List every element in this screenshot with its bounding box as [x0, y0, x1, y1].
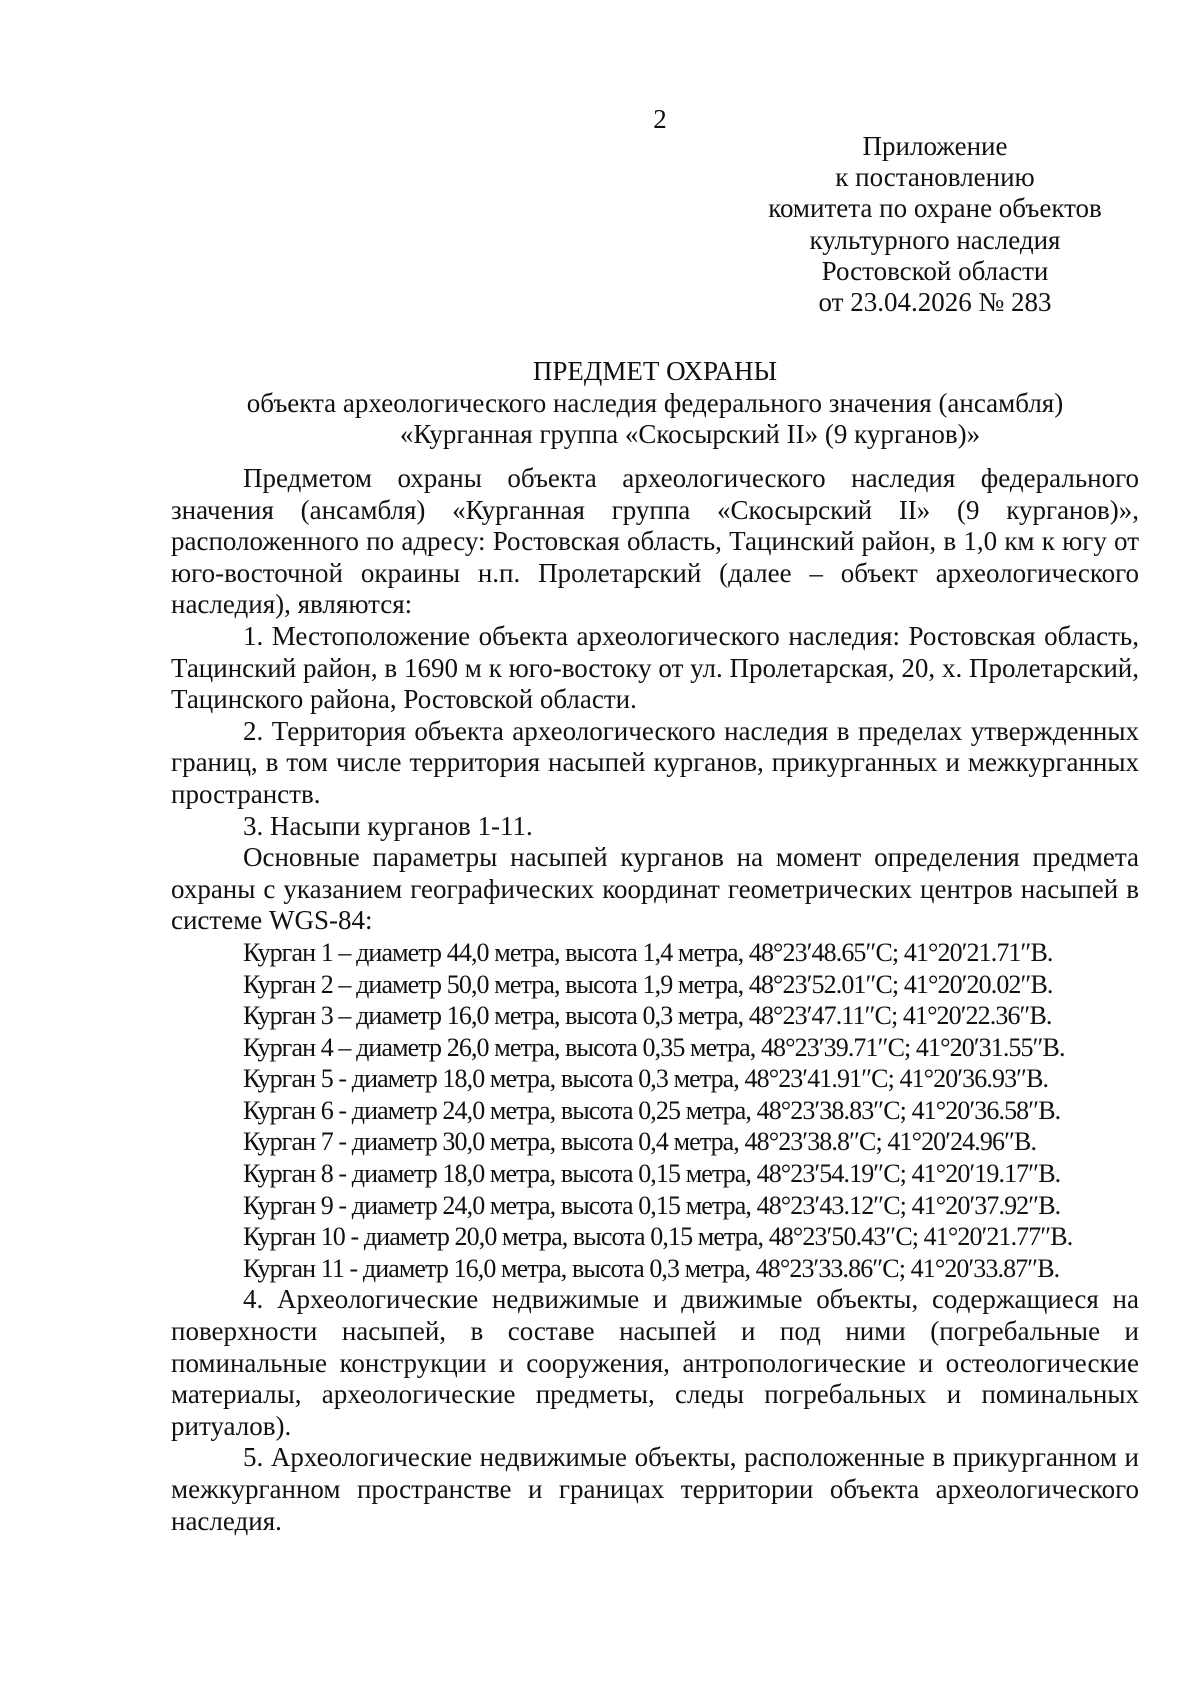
item-3-paragraph: 3. Насыпи курганов 1-11.	[243, 810, 533, 841]
document-subtitle: «Курганная группа «Скосырский II» (9 курганов)»	[399, 419, 981, 449]
appendix-line: к постановлению	[835, 162, 1035, 193]
params-intro-paragraph: Основные параметры насыпей курганов на момент определения предмета охраны с указанием географических координат геометрических центров насыпей в системе WGS-84:	[171, 842, 1139, 936]
kurgan-item: Курган 8 - диаметр 18,0 метра, высота 0,15 метра, 48°23′54.19″С; 41°20′19.17″В.	[243, 1159, 1061, 1189]
kurgan-item: Курган 5 - диаметр 18,0 метра, высота 0,3 метра, 48°23′41.91″С; 41°20′36.93″В.	[243, 1064, 1049, 1094]
kurgan-item: Курган 6 - диаметр 24,0 метра, высота 0,25 метра, 48°23′38.83″С; 41°20′36.58″В.	[243, 1095, 1061, 1125]
kurgan-item: Курган 7 - диаметр 30,0 метра, высота 0,4 метра, 48°23′38.8″С; 41°20′24.96″В.	[243, 1127, 1037, 1157]
item-5-paragraph: 5. Археологические недвижимые объекты, расположенные в прикурганном и межкурганном пространстве и границах территории объекта археологического наследия.	[171, 1442, 1139, 1536]
item-2-paragraph: 2. Территория объекта археологического наследия в пределах утвержденных границ, в том числе территория насыпей курганов, прикурганных и межкурганных пространств.	[171, 715, 1139, 809]
kurgan-item: Курган 9 - диаметр 24,0 метра, высота 0,15 метра, 48°23′43.12″С; 41°20′37.92″В.	[243, 1190, 1061, 1220]
kurgan-item: Курган 10 - диаметр 20,0 метра, высота 0,15 метра, 48°23′50.43″С; 41°20′21.77″В.	[243, 1222, 1073, 1252]
kurgan-list	[171, 937, 1139, 1285]
appendix-line: Ростовской области	[821, 255, 1049, 286]
document-subtitle: объекта археологического наследия федерального значения (ансамбля)	[246, 387, 1064, 418]
kurgan-item: Курган 11 - диаметр 16,0 метра, высота 0,3 метра, 48°23′33.86″С; 41°20′33.87″В.	[243, 1253, 1060, 1283]
item-1-paragraph: 1. Местоположение объекта археологического наследия: Ростовская область, Тацинский район, в 1690 м к юго-востоку от ул. Пролетарская, 20, х. Пролетарский, Тацинского района, Ростовской области.	[171, 620, 1139, 715]
appendix-line: культурного наследия	[809, 224, 1061, 255]
kurgan-item: Курган 4 – диаметр 26,0 метра, высота 0,35 метра, 48°23′39.71″С; 41°20′31.55″В.	[243, 1032, 1065, 1062]
appendix-line: комитета по охране объектов	[768, 193, 1102, 224]
item-4-paragraph: 4. Археологические недвижимые и движимые объекты, содержащиеся на поверхности насыпей, в составе насыпей и под ними (погребальные и поминальные конструкции и сооружения, антропологические и остеологические материалы, археологические предметы, следы погребальных и поминальных ритуалов).	[171, 1284, 1139, 1441]
document-body	[171, 463, 1139, 1537]
appendix-line: от 23.04.2026 № 283	[818, 287, 1052, 318]
document-title: ПРЕДМЕТ ОХРАНЫ	[532, 356, 778, 386]
kurgan-item: Курган 3 – диаметр 16,0 метра, высота 0,3 метра, 48°23′47.11″С; 41°20′22.36″В.	[243, 1001, 1052, 1031]
document-heading	[170, 356, 1140, 451]
kurgan-item: Курган 2 – диаметр 50,0 метра, высота 1,9 метра, 48°23′52.01″С; 41°20′20.02″В.	[243, 969, 1053, 999]
page-number: 2	[653, 104, 667, 134]
intro-paragraph: Предметом охраны объекта археологического наследия федерального значения (ансамбля) «Курганная группа «Скосырский II» (9 курганов)», расположенного по адресу: Ростовская область, Тацинский район, в 1,0 км к югу от юго-восточной окраины н.п. Пролетарский (далее – объект археологического наследия), являются:	[171, 463, 1139, 620]
appendix-block	[740, 131, 1130, 318]
appendix-line: Приложение	[862, 131, 1008, 161]
kurgan-item: Курган 1 – диаметр 44,0 метра, высота 1,4 метра, 48°23′48.65″С; 41°20′21.71″В.	[243, 937, 1053, 967]
